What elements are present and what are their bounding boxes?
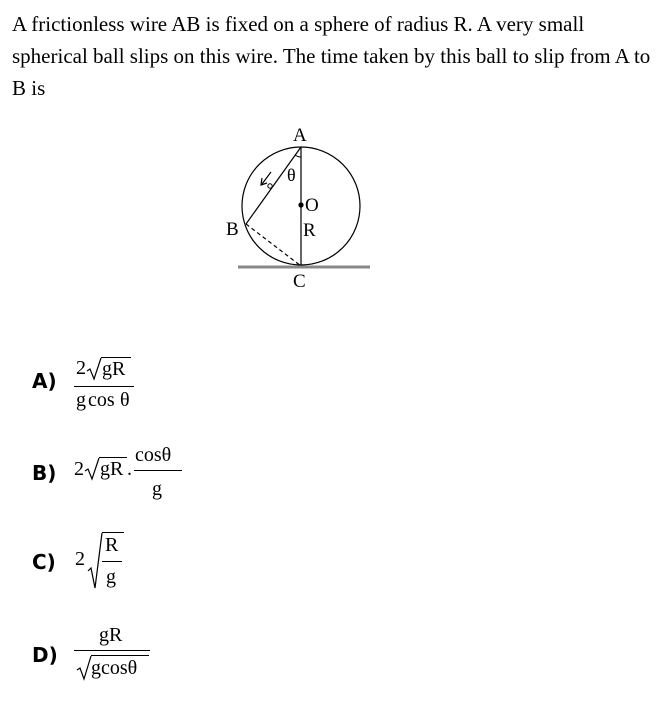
option-c-inner-den: g — [106, 566, 116, 588]
option-d-num: gR — [99, 624, 123, 646]
option-d-radical-icon — [76, 654, 92, 682]
angle-arc — [295, 155, 301, 157]
option-b-coef: 2 — [74, 458, 84, 480]
label-r: R — [303, 220, 316, 241]
option-b-frac-den: g — [152, 478, 162, 500]
label-a: A — [293, 125, 307, 146]
label-o: O — [305, 195, 319, 216]
option-a-den-theta: θ — [120, 389, 130, 411]
label-c: C — [293, 271, 306, 292]
option-a-label: A) — [32, 369, 57, 393]
option-b-fraction-bar — [134, 470, 182, 471]
option-c-label: C) — [32, 550, 56, 574]
wire-ab — [246, 147, 301, 224]
option-b-radical-icon — [84, 456, 100, 482]
option-c-inner-num: R — [105, 534, 119, 556]
option-c-coef: 2 — [75, 548, 85, 570]
option-b-frac-num: cosθ — [135, 444, 172, 466]
label-theta: θ — [287, 165, 296, 185]
option-b-label: B) — [32, 461, 57, 485]
option-c-fraction-bar — [102, 561, 122, 562]
option-a-coef: 2 — [76, 357, 86, 379]
option-a-radicand: gR — [102, 358, 126, 380]
option-a-fraction-bar — [74, 386, 134, 387]
question-text: A frictionless wire AB is fixed on a sphere of radius R. A very small spherical ball slips on this wire. The time taken by this ball to slip from A to B is — [12, 12, 651, 100]
option-c-overline — [102, 532, 124, 533]
option-d-den-radicand: gcosθ — [91, 657, 138, 679]
ball — [268, 184, 272, 188]
motion-arrow — [262, 172, 271, 184]
option-a-den-g: g — [76, 389, 86, 411]
option-a-radical-icon — [86, 356, 102, 382]
label-b: B — [226, 219, 239, 240]
option-b-radicand: gR — [100, 458, 124, 480]
option-d-overline — [91, 655, 149, 656]
center-dot — [298, 202, 303, 207]
option-a-den-cos: cos — [88, 389, 115, 411]
option-d-label: D) — [32, 643, 58, 667]
option-c-radical-icon — [87, 531, 103, 591]
option-d-fraction-bar — [74, 650, 150, 651]
dashed-bc — [246, 224, 301, 266]
option-b-dot: . — [127, 458, 132, 480]
